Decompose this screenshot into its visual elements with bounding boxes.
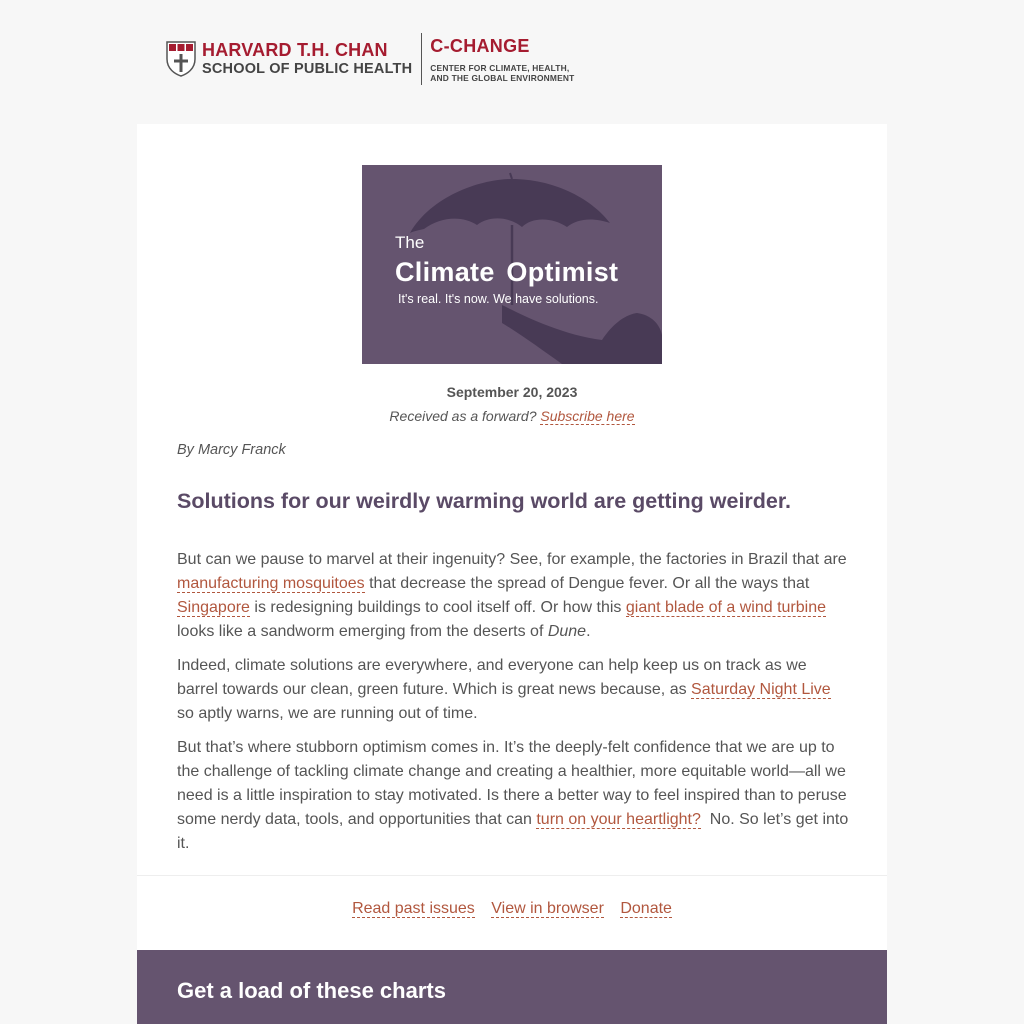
donate-link[interactable]: Donate bbox=[620, 900, 672, 917]
heartlight-link[interactable]: turn on your heartlight? bbox=[536, 811, 701, 828]
p1-text-2: that decrease the spread of Dengue fever. Or all the ways that bbox=[364, 575, 810, 592]
article-headline: Solutions for our weirdly warming world are getting weirder. bbox=[177, 489, 792, 513]
p1-text-5: . bbox=[586, 623, 591, 640]
byline: By Marcy Franck bbox=[177, 442, 286, 458]
banner-tagline: It's real. It's now. We have solutions. bbox=[398, 292, 599, 306]
p3-text-2: No. So let’s get into it. bbox=[177, 811, 853, 852]
p3-text-1: But that’s where stubborn optimism comes in. It’s the deeply-felt confidence that we are up to the challenge of tackling climate change and creating a healthier, more equitable world—all we need is a little inspiration to stay motivated. Is there a better way to feel inspired than to peruse some nerdy data, tools, and opportunities that can bbox=[177, 739, 847, 828]
banner-title: Climate Optimist bbox=[395, 257, 619, 287]
view-in-browser-link[interactable]: View in browser bbox=[491, 900, 604, 917]
read-past-issues-link[interactable]: Read past issues bbox=[352, 900, 475, 917]
footer-links bbox=[137, 900, 887, 918]
forward-line bbox=[137, 408, 887, 424]
charts-section-title: Get a load of these charts bbox=[177, 978, 446, 1003]
p1-text-1: But can we pause to marvel at their ingenuity? See, for example, the factories in Brazil that are bbox=[177, 551, 847, 568]
climate-optimist-banner bbox=[362, 165, 662, 364]
charts-section-header bbox=[137, 950, 887, 1024]
cchange-line1: CENTER FOR CLIMATE, HEALTH, bbox=[430, 62, 570, 73]
header-logo[interactable] bbox=[166, 32, 574, 86]
paragraph-2 bbox=[177, 654, 852, 726]
banner-line1: The bbox=[395, 233, 425, 252]
harvard-line2: SCHOOL OF PUBLIC HEALTH bbox=[202, 61, 413, 77]
cchange-title: C-CHANGE bbox=[430, 35, 530, 56]
snl-link[interactable]: Saturday Night Live bbox=[691, 681, 831, 698]
newsletter-card bbox=[137, 124, 887, 1024]
logo-divider bbox=[421, 33, 422, 85]
p1-text-3: is redesigning buildings to cool itself off. Or how this bbox=[249, 599, 626, 616]
forward-text: Received as a forward? bbox=[389, 408, 537, 424]
article-body bbox=[177, 548, 852, 866]
cchange-wordmark bbox=[430, 36, 574, 83]
wind-turbine-link[interactable]: giant blade of a wind turbine bbox=[625, 599, 826, 616]
p2-text-1: Indeed, climate solutions are everywhere, and everyone can help keep us on track as we barrel towards our clean, green future. Which is great news because, as bbox=[177, 657, 807, 698]
issue-date: September 20, 2023 bbox=[446, 384, 578, 400]
harvard-wordmark bbox=[202, 40, 412, 78]
cchange-line2: AND THE GLOBAL ENVIRONMENT bbox=[430, 72, 575, 83]
singapore-link[interactable]: Singapore bbox=[177, 599, 250, 616]
harvard-line1: HARVARD T.H. CHAN bbox=[202, 40, 388, 60]
footer-divider bbox=[137, 875, 887, 876]
manufacturing-mosquitoes-link[interactable]: manufacturing mosquitoes bbox=[177, 575, 365, 592]
p1-text-4: looks like a sandworm emerging from the deserts of bbox=[177, 623, 548, 640]
paragraph-1 bbox=[177, 548, 852, 644]
p2-text-2: so aptly warns, we are running out of time. bbox=[177, 705, 478, 722]
subscribe-link[interactable]: Subscribe here bbox=[540, 408, 635, 424]
harvard-shield-icon bbox=[166, 41, 196, 77]
paragraph-3 bbox=[177, 736, 852, 856]
dune-title: Dune bbox=[547, 623, 587, 640]
